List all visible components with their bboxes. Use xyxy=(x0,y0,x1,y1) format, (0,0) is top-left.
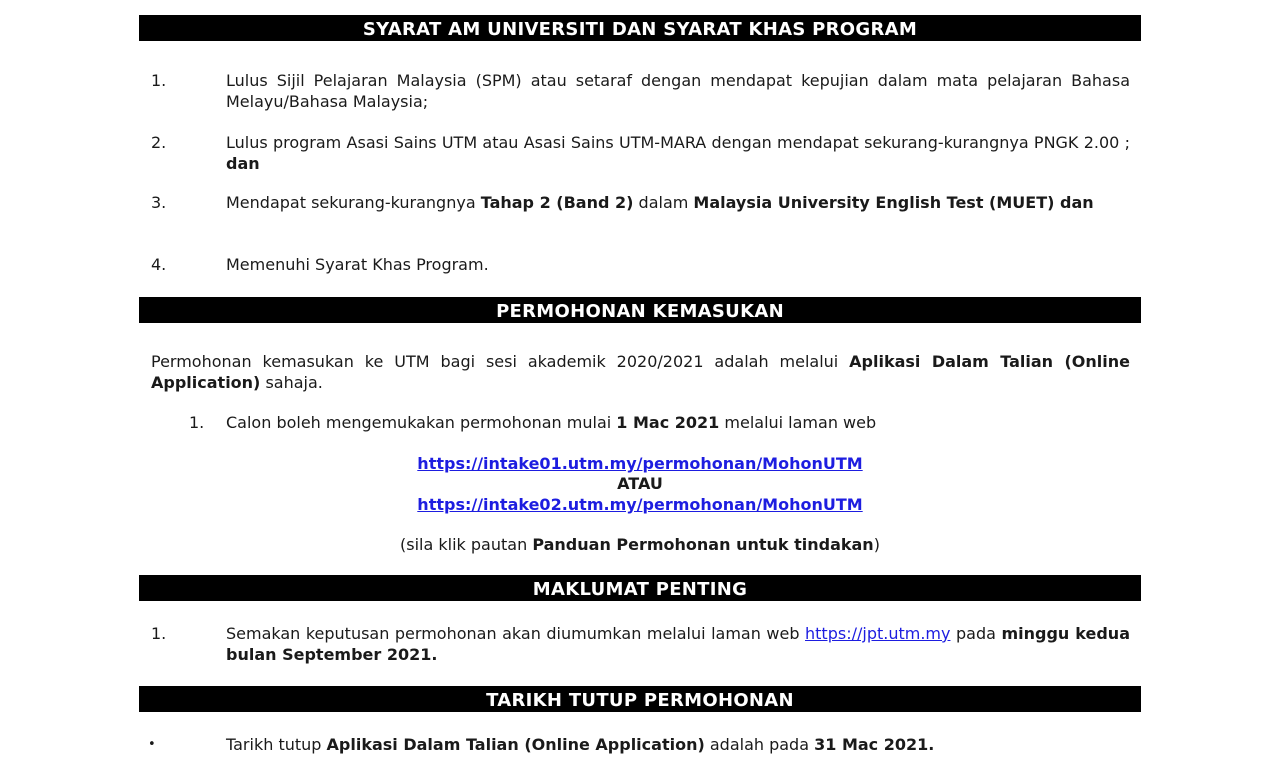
bullet-icon: • xyxy=(148,737,156,752)
panduan-note: (sila klik pautan Panduan Permohonan untuk tindakan) xyxy=(400,535,880,554)
section-header-syarat: SYARAT AM UNIVERSITI DAN SYARAT KHAS PROGRAM xyxy=(139,15,1141,41)
link-jpt[interactable]: https://jpt.utm.my xyxy=(805,624,951,643)
item-number: 1. xyxy=(151,624,167,643)
section-header-maklumat: MAKLUMAT PENTING xyxy=(139,575,1141,601)
permohonan-intro: Permohonan kemasukan ke UTM bagi sesi akademik 2020/2021 adalah melalui Aplikasi Dalam Talian (Online Application) sahaja. xyxy=(151,352,1130,392)
item-text: Tarikh tutup Aplikasi Dalam Talian (Online Application) adalah pada 31 Mac 2021. xyxy=(226,735,935,754)
item-text: Mendapat sekurang-kurangnya Tahap 2 (Band 2) dalam Malaysia University English Test (MUET) dan xyxy=(226,193,1094,212)
atau-label: ATAU xyxy=(617,474,663,493)
item-number: 1. xyxy=(151,71,167,90)
item-text: Calon boleh mengemukakan permohonan mulai 1 Mac 2021 melalui laman web xyxy=(226,413,877,432)
item-text: Semakan keputusan permohonan akan diumumkan melalui laman web https://jpt.utm.my pada minggu kedua bulan September 2021. xyxy=(226,624,1130,664)
item-number: 1. xyxy=(189,413,205,432)
item-text: Lulus program Asasi Sains UTM atau Asasi Sains UTM-MARA dengan mendapat sekurang-kurangnya PNGK 2.00 ; dan xyxy=(226,133,1130,173)
item-number: 3. xyxy=(151,193,167,212)
item-number: 4. xyxy=(151,255,167,274)
link-intake02-row xyxy=(0,495,1280,516)
item-text: Lulus Sijil Pelajaran Malaysia (SPM) atau setaraf dengan mendapat kepujian dalam mata pelajaran Bahasa Melayu/Bahasa Malaysia; xyxy=(226,71,1130,111)
link-intake01-row xyxy=(0,454,1280,475)
section-header-tarikh: TARIKH TUTUP PERMOHONAN xyxy=(139,686,1141,712)
item-text: Memenuhi Syarat Khas Program. xyxy=(226,255,489,274)
link-intake01[interactable]: https://intake01.utm.my/permohonan/MohonUTM xyxy=(417,454,863,473)
link-intake02[interactable]: https://intake02.utm.my/permohonan/MohonUTM xyxy=(417,495,863,514)
item-number: 2. xyxy=(151,133,167,152)
section-header-permohonan: PERMOHONAN KEMASUKAN xyxy=(139,297,1141,323)
